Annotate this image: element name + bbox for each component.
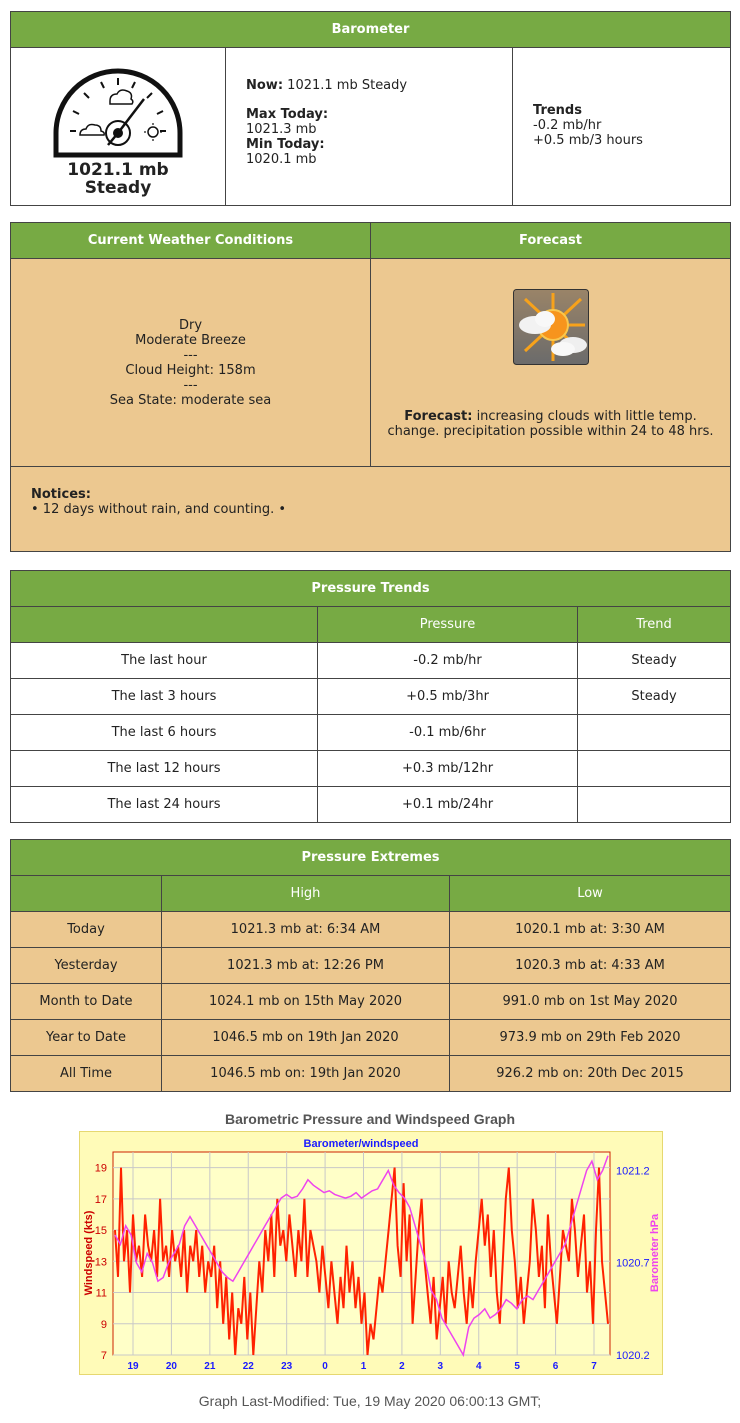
trend-pressure: +0.5 mb/3hr	[318, 679, 578, 715]
extreme-period: Month to Date	[11, 984, 162, 1020]
y2-tick-label: 1020.7	[616, 1257, 650, 1270]
extreme-low: 1020.1 mb at: 3:30 AM	[450, 912, 731, 948]
trend-status: Steady	[578, 643, 731, 679]
table-row	[11, 948, 731, 984]
trends-col-trend: Trend	[578, 607, 731, 643]
pressure-extremes-title: Pressure Extremes	[11, 840, 731, 876]
extremes-col-period	[11, 876, 162, 912]
trends-col-period	[11, 607, 318, 643]
x-tick-label: 1	[360, 1361, 367, 1372]
condition-separator: ---	[183, 377, 198, 393]
trend-pressure: -0.1 mb/6hr	[318, 715, 578, 751]
x-tick-label: 20	[165, 1361, 177, 1372]
extreme-low: 926.2 mb on: 20th Dec 2015	[450, 1056, 731, 1092]
y-axis-label: Windspeed (kts)	[83, 1210, 95, 1296]
table-row	[11, 643, 731, 679]
y2-tick-label: 1020.2	[616, 1350, 650, 1362]
min-today-label: Min Today:	[246, 137, 325, 152]
trend-period: The last 3 hours	[11, 679, 318, 715]
pressure-extremes-table	[10, 839, 731, 1092]
trend-period: The last 6 hours	[11, 715, 318, 751]
chart-title: Barometer/windspeed	[303, 1138, 419, 1150]
x-tick-label: 22	[242, 1361, 254, 1372]
extremes-col-low: Low	[450, 876, 731, 912]
extreme-high: 1021.3 mb at: 6:34 AM	[162, 912, 450, 948]
extreme-period: Today	[11, 912, 162, 948]
x-tick-label: 23	[281, 1361, 293, 1372]
notices-cell	[11, 467, 731, 552]
barometer-stats-cell	[226, 48, 513, 206]
extremes-col-high: High	[162, 876, 450, 912]
trend-3-hours: +0.5 mb/3 hours	[533, 133, 643, 148]
y-tick-label: 9	[100, 1318, 107, 1331]
condition-wind: Moderate Breeze	[135, 332, 246, 348]
x-tick-label: 0	[322, 1361, 328, 1372]
trend-period: The last 24 hours	[11, 787, 318, 823]
extreme-high: 1024.1 mb on 15th May 2020	[162, 984, 450, 1020]
trend-status	[578, 715, 731, 751]
forecast-text-block	[371, 409, 730, 439]
x-tick-label: 2	[399, 1361, 405, 1372]
extreme-period: All Time	[11, 1056, 162, 1092]
barometer-trends-cell	[513, 48, 731, 206]
table-row	[11, 679, 731, 715]
min-today-value: 1020.1 mb	[246, 152, 317, 167]
trend-pressure: -0.2 mb/hr	[318, 643, 578, 679]
y-tick-label: 19	[94, 1162, 107, 1175]
barometer-windspeed-graph	[79, 1131, 663, 1375]
forecast-cell	[371, 259, 731, 467]
table-row	[11, 1020, 731, 1056]
barometer-gauge-cell	[11, 48, 226, 206]
pressure-trends-table	[10, 570, 731, 823]
trends-label: Trends	[533, 103, 582, 118]
condition-sea-state: Sea State: moderate sea	[109, 392, 272, 408]
table-row	[11, 787, 731, 823]
trend-hourly: -0.2 mb/hr	[533, 118, 602, 133]
conditions-cell	[11, 259, 371, 467]
trend-status	[578, 787, 731, 823]
x-tick-label: 5	[514, 1361, 520, 1372]
table-row	[11, 715, 731, 751]
notices-label: Notices:	[31, 487, 91, 502]
table-row	[11, 984, 731, 1020]
pressure-trends-title: Pressure Trends	[11, 571, 731, 607]
graph-caption: Graph Last-Modified: Tue, 19 May 2020 06:00:13 GMT;	[198, 1393, 542, 1409]
max-today-label: Max Today:	[246, 107, 329, 122]
trend-pressure: +0.1 mb/24hr	[318, 787, 578, 823]
barometer-gauge-icon	[48, 63, 188, 163]
now-label: Now:	[246, 78, 284, 93]
x-tick-label: 21	[204, 1361, 216, 1372]
forecast-title: Forecast	[371, 223, 731, 259]
y-tick-label: 11	[95, 1287, 107, 1300]
extreme-low: 973.9 mb on 29th Feb 2020	[450, 1020, 731, 1056]
extreme-low: 1020.3 mb at: 4:33 AM	[450, 948, 731, 984]
condition-precip: Dry	[178, 317, 203, 333]
y2-tick-label: 1021.2	[616, 1165, 650, 1178]
condition-separator: ---	[183, 347, 198, 363]
extreme-high: 1046.5 mb on 19th Jan 2020	[162, 1020, 450, 1056]
condition-cloud-height: Cloud Height: 158m	[125, 362, 256, 378]
extreme-low: 991.0 mb on 1st May 2020	[450, 984, 731, 1020]
trend-status: Steady	[578, 679, 731, 715]
gauge-value: 1021.1 mb	[67, 159, 169, 180]
barometer-table	[10, 11, 731, 206]
now-value: 1021.1 mb Steady	[287, 78, 408, 93]
graph-section-title: Barometric Pressure and Windspeed Graph	[224, 1111, 516, 1127]
x-tick-label: 6	[552, 1361, 559, 1372]
notices-text: • 12 days without rain, and counting. •	[31, 502, 287, 517]
sun-cloud-icon	[513, 289, 589, 365]
x-tick-label: 19	[127, 1361, 139, 1372]
y-tick-label: 13	[94, 1256, 107, 1269]
plot-area	[113, 1152, 610, 1355]
table-row	[11, 1056, 731, 1092]
trend-period: The last hour	[11, 643, 318, 679]
trend-period: The last 12 hours	[11, 751, 318, 787]
extreme-period: Yesterday	[11, 948, 162, 984]
conditions-title: Current Weather Conditions	[11, 223, 371, 259]
trend-status	[578, 751, 731, 787]
chart-svg	[80, 1132, 662, 1374]
barometer-title: Barometer	[11, 12, 731, 48]
table-row	[11, 912, 731, 948]
table-row	[11, 751, 731, 787]
trends-col-pressure: Pressure	[318, 607, 578, 643]
x-tick-label: 4	[475, 1361, 482, 1372]
y-tick-label: 7	[100, 1350, 107, 1362]
forecast-label: Forecast:	[404, 409, 473, 424]
extreme-period: Year to Date	[11, 1020, 162, 1056]
x-tick-label: 7	[591, 1361, 597, 1372]
y-tick-label: 17	[94, 1193, 107, 1206]
conditions-table	[10, 222, 731, 552]
forecast-text: increasing clouds with little temp. change. precipitation possible within 24 to 48 hrs.	[387, 409, 714, 439]
y-tick-label: 15	[94, 1225, 107, 1238]
extreme-high: 1021.3 mb at: 12:26 PM	[162, 948, 450, 984]
x-tick-label: 3	[437, 1361, 444, 1372]
max-today-value: 1021.3 mb	[246, 122, 317, 137]
y2-axis-label: Barometer hPa	[649, 1213, 661, 1293]
trend-pressure: +0.3 mb/12hr	[318, 751, 578, 787]
extreme-high: 1046.5 mb on: 19th Jan 2020	[162, 1056, 450, 1092]
gauge-trend: Steady	[84, 177, 152, 198]
